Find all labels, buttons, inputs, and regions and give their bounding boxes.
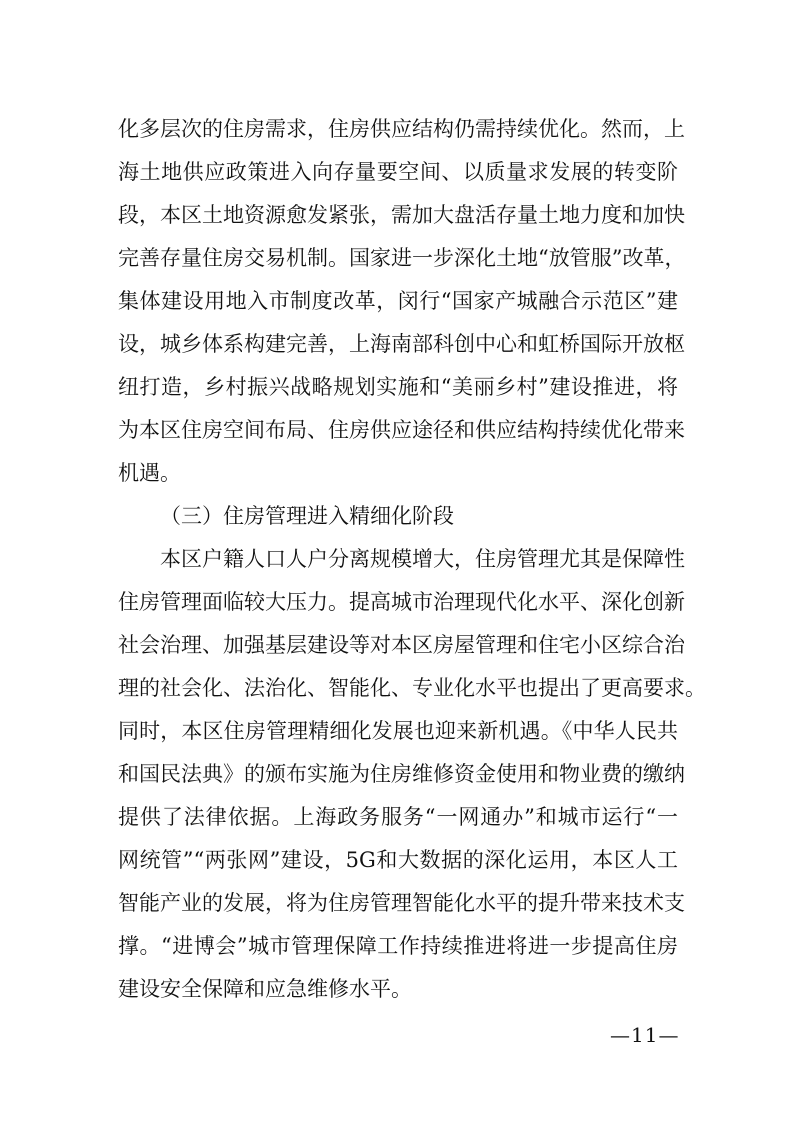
text-line: 纽打造，乡村振兴战略规划实施和“美丽乡村”建设推进，将 <box>118 375 678 399</box>
text-line: 提供了法律依据。上海政务服务“一网通办”和城市运行“一 <box>118 805 678 829</box>
text-line: 完善存量住房交易机制。国家进一步深化土地“放管服”改革， <box>118 246 686 270</box>
text-line: 设，城乡体系构建完善，上海南部科创中心和虹桥国际开放枢 <box>118 332 685 356</box>
text-line: 建设安全保障和应急维修水平。 <box>118 977 412 1001</box>
section-heading: （三）住房管理进入精细化阶段 <box>160 504 454 528</box>
text-line: 为本区住房空间布局、住房供应途径和供应结构持续优化带来 <box>118 418 685 442</box>
text-line: 和国民法典》的颁布实施为住房维修资金使用和物业费的缴纳 <box>118 762 685 786</box>
text-line: 段，本区土地资源愈发紧张，需加大盘活存量土地力度和加快 <box>118 203 685 227</box>
text-line: 理的社会化、法治化、智能化、专业化水平也提出了更高要求。 <box>118 676 706 700</box>
text-line: 机遇。 <box>118 461 181 485</box>
text-line: 智能产业的发展，将为住房管理智能化水平的提升带来技术支 <box>118 891 685 915</box>
text-line: 海土地供应政策进入向存量要空间、以质量求发展的转变阶 <box>118 160 678 184</box>
text-line: 社会治理、加强基层建设等对本区房屋管理和住宅小区综合治 <box>118 633 685 657</box>
text-line: 同时，本区住房管理精细化发展也迎来新机遇。《中华人民共 <box>118 719 678 743</box>
text-line: 住房管理面临较大压力。提高城市治理现代化水平、深化创新 <box>118 590 685 614</box>
text-line: 化多层次的住房需求，住房供应结构仍需持续优化。然而，上 <box>118 117 685 141</box>
text-line: 集体建设用地入市制度改革，闵行“国家产城融合示范区”建 <box>118 289 678 313</box>
page-number: —11— <box>610 1023 680 1047</box>
text-line: 撑。“进博会”城市管理保障工作持续推进将进一步提高住房 <box>118 934 678 958</box>
text-line: 本区户籍人口人户分离规模增大，住房管理尤其是保障性 <box>160 547 685 571</box>
text-line: 网统管”“两张网”建设，5G和大数据的深化运用，本区人工 <box>118 848 678 872</box>
